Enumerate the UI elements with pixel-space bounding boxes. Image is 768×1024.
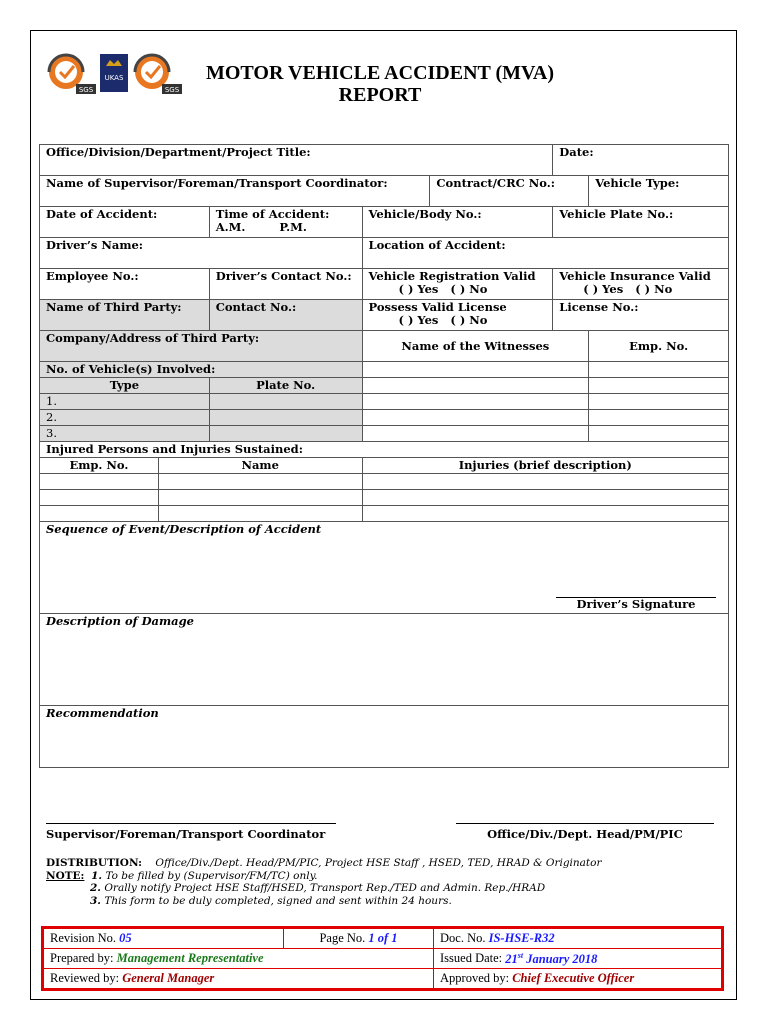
injury-cell[interactable] [40,474,159,490]
registration-valid-field[interactable] [362,269,553,300]
note-2-text: Orally notify Project HSE Staff/HSED, Transport Rep./TED and Admin. Rep./HRAD [104,882,546,894]
vehicle-plate-cell[interactable] [209,410,362,426]
witness-cell[interactable] [362,378,589,394]
date-field[interactable]: Date: [553,145,729,176]
contract-no-field[interactable]: Contract/CRC No.: [430,176,589,207]
svg-text:SGS: SGS [78,86,94,94]
injury-cell[interactable] [362,506,729,522]
employee-no-field[interactable]: Employee No.: [40,269,210,300]
doc-label: Doc. No. [440,931,486,945]
distribution-block [46,857,601,907]
doc-no-cell [434,929,722,949]
svg-text:UKAS: UKAS [104,74,124,82]
document-control-table [43,928,722,989]
note-2-num: 2. [90,882,101,894]
valid-license-field[interactable] [362,300,553,331]
note-3-text: This form to be duly completed, signed and sent within 24 hours. [104,894,452,907]
revision-label: Revision No. [50,931,116,945]
distribution-text: Office/Div./Dept. Head/PM/PIC, Project HSE Staff , HSED, TED, HRAD & Originator [155,857,602,869]
injury-cell[interactable] [158,474,362,490]
recommendation-field[interactable]: Recommendation [40,706,729,768]
prepared-label: Prepared by: [50,951,114,965]
injury-emp-no-header: Emp. No. [40,458,159,474]
prepared-value: Management Representative [116,951,264,965]
distribution-label: DISTRIBUTION: [46,857,143,869]
injuries-desc-header: Injuries (brief description) [362,458,729,474]
witness-emp-cell[interactable] [589,426,729,442]
license-yes[interactable]: ( ) Yes [398,313,439,327]
revision-cell [44,929,284,949]
certification-logos [44,50,184,96]
injury-cell[interactable] [158,490,362,506]
prepared-cell [44,949,434,969]
title-line2: REPORT [338,84,422,106]
vehicle-body-no-field[interactable]: Vehicle/Body No.: [362,207,553,238]
injury-name-header: Name [158,458,362,474]
third-party-name-field[interactable]: Name of Third Party: [40,300,210,331]
witness-emp-no-header: Emp. No. [589,331,729,362]
accident-form-table [39,144,729,768]
note-1-num: 1. [91,869,103,882]
note-3-num: 3. [90,894,101,907]
witness-cell[interactable] [362,362,589,378]
damage-description-field[interactable]: Description of Damage [40,614,729,706]
third-party-address-field[interactable]: Company/Address of Third Party: [40,331,363,362]
reviewed-label: Reviewed by: [50,971,120,985]
svg-text:SGS: SGS [164,86,180,94]
insurance-valid-field[interactable] [553,269,729,300]
witness-emp-cell[interactable] [589,362,729,378]
registration-label: Vehicle Registration Valid [368,269,536,283]
issued-cell [434,949,722,969]
injury-cell[interactable] [40,490,159,506]
witnesses-header: Name of the Witnesses [362,331,589,362]
injury-cell[interactable] [158,506,362,522]
issued-label: Issued Date: [440,951,503,966]
pm-label: P.M. [279,220,307,234]
insurance-no[interactable]: ( ) No [635,282,673,296]
location-field[interactable]: Location of Accident: [362,238,729,269]
drivers-name-field[interactable]: Driver’s Name: [40,238,363,269]
sgs-logo-left [49,55,96,94]
sequence-label: Sequence of Event/Description of Accident [46,522,322,536]
vehicle-type-field[interactable]: Vehicle Type: [589,176,729,207]
note-label: NOTE: [46,869,85,882]
vehicle-type-header: Type [40,378,210,394]
witness-emp-cell[interactable] [589,410,729,426]
insurance-label: Vehicle Insurance Valid [559,269,711,283]
issued-rest: January 2018 [526,951,598,966]
license-label: Possess Valid License [368,300,507,314]
license-no-field[interactable]: License No.: [553,300,729,331]
drivers-signature-label: Driver’s Signature [556,597,716,611]
drivers-contact-field[interactable]: Driver’s Contact No.: [209,269,362,300]
doc-value: IS-HSE-R32 [488,931,555,945]
time-of-accident-field[interactable] [209,207,362,238]
witness-emp-cell[interactable] [589,394,729,410]
issued-sup: st [517,950,524,960]
witness-cell[interactable] [362,410,589,426]
vehicles-involved-label: No. of Vehicle(s) Involved: [40,362,363,378]
approved-label: Approved by: [440,971,510,985]
registration-no[interactable]: ( ) No [450,282,488,296]
time-label: Time of Accident: [215,207,330,221]
vehicle-plate-header: Plate No. [209,378,362,394]
head-signature-line[interactable]: Office/Div./Dept. Head/PM/PIC [456,823,714,841]
vehicle-plate-cell[interactable] [209,426,362,442]
third-party-contact-field[interactable]: Contact No.: [209,300,362,331]
sequence-of-event-field[interactable] [40,522,729,614]
vehicle-plate-no-field[interactable]: Vehicle Plate No.: [553,207,729,238]
ukas-logo [100,54,128,92]
license-no[interactable]: ( ) No [450,313,488,327]
injury-cell[interactable] [362,490,729,506]
vehicle-plate-cell[interactable] [209,394,362,410]
approved-value: Chief Executive Officer [512,971,635,985]
vehicle-row-1[interactable]: 1. [40,394,210,410]
form-title [190,62,570,106]
injured-persons-label: Injured Persons and Injuries Sustained: [40,442,729,458]
date-of-accident-field[interactable]: Date of Accident: [40,207,210,238]
issued-day: 21 [505,951,518,966]
registration-yes[interactable]: ( ) Yes [398,282,439,296]
vehicle-row-3[interactable]: 3. [40,426,210,442]
page-value: 1 of 1 [368,931,398,945]
approved-cell [434,969,722,989]
sgs-logo-right [135,55,182,94]
reviewed-value: General Manager [122,971,215,985]
injury-cell[interactable] [40,506,159,522]
witness-cell[interactable] [362,426,589,442]
witness-cell[interactable] [362,394,589,410]
office-title-field[interactable]: Office/Division/Department/Project Title: [40,145,553,176]
supervisor-signature-line[interactable]: Supervisor/Foreman/Transport Coordinator [46,823,336,841]
page-cell [284,929,434,949]
revision-value: 05 [119,931,132,945]
insurance-yes[interactable]: ( ) Yes [583,282,624,296]
injury-cell[interactable] [362,474,729,490]
witness-emp-cell[interactable] [589,378,729,394]
reviewed-cell [44,969,434,989]
am-label: A.M. [215,220,246,234]
supervisor-name-field[interactable]: Name of Supervisor/Foreman/Transport Coordinator: [40,176,430,207]
note-1-text: To be filled by (Supervisor/FM/TC) only. [105,869,318,882]
vehicle-row-2[interactable]: 2. [40,410,210,426]
title-line1: MOTOR VEHICLE ACCIDENT (MVA) [205,62,555,84]
page-label: Page No. [319,931,366,945]
